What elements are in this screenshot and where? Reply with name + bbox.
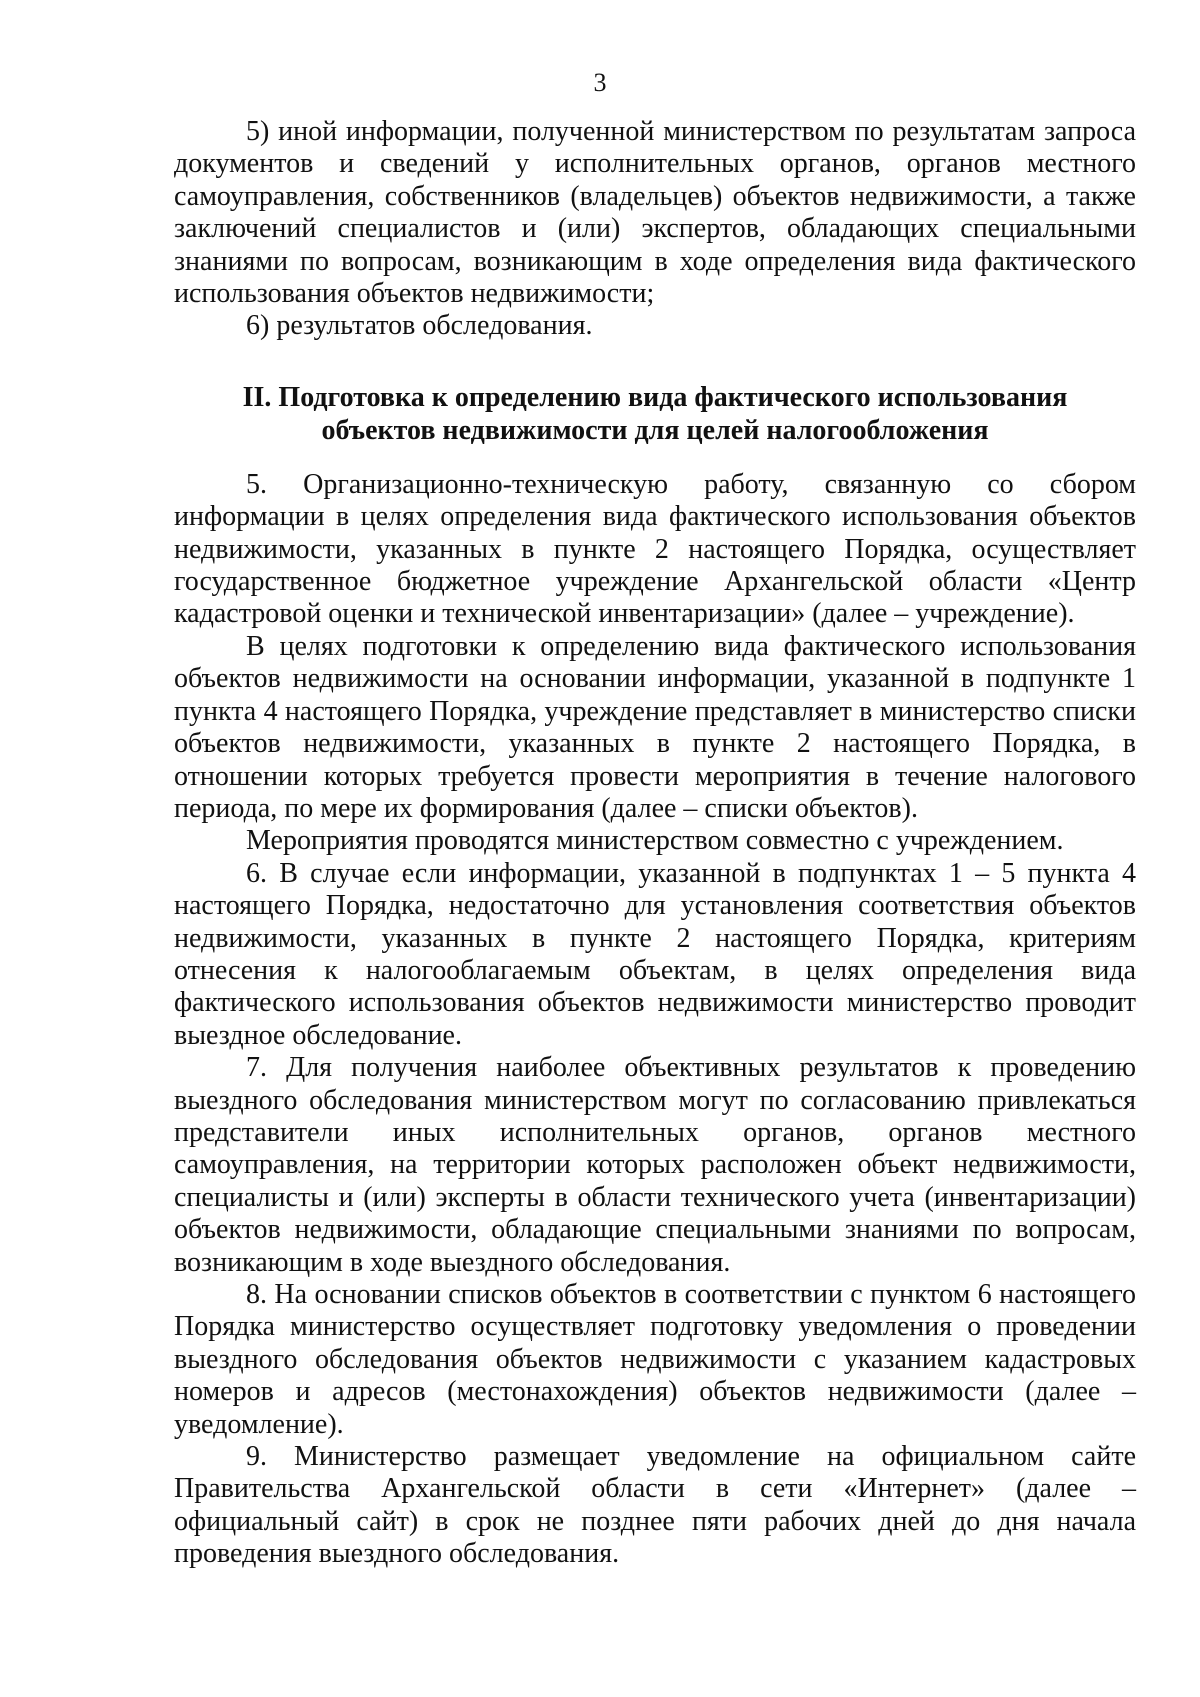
paragraph-item-5: 5) иной информации, полученной министерством по результатам запроса документов и сведений у исполнительных органов, органов местного самоуправления, собственников (владельцев) объектов недвижимости, а также заключений специалистов и (или) экспертов, обладающих специальными знаниями по вопросам, возникающим в ходе определения вида фактического использования объектов недвижимости; bbox=[174, 116, 1136, 310]
section-heading-line-2: объектов недвижимости для целей налогообложения bbox=[321, 414, 989, 446]
paragraph-clause-9: 9. Министерство размещает уведомление на официальном сайте Правительства Архангельской области в сети «Интернет» (далее – официальный сайт) в срок не позднее пяти рабочих дней до дня начала проведения выездного обследования. bbox=[174, 1441, 1136, 1570]
paragraph-item-6: 6) результатов обследования. bbox=[246, 310, 593, 342]
document-body bbox=[174, 116, 1136, 1571]
paragraph-clause-5: 5. Организационно-техническую работу, связанную со сбором информации в целях определения вида фактического использования объектов недвижимости, указанных в пункте 2 настоящего Порядка, осуществляет государственное бюджетное учреждение Архангельской области «Центр кадастровой оценки и технической инвентаризации» (далее – учреждение). bbox=[174, 468, 1136, 630]
section-heading bbox=[174, 381, 1136, 447]
paragraph-clause-5-preparation: В целях подготовки к определению вида фактического использования объектов недвижимости на основании информации, указанной в подпункте 1 пункта 4 настоящего Порядка, учреждение представляет в министерство списки объектов недвижимости, указанных в пункте 2 настоящего Порядка, в отношении которых требуется провести мероприятия в течение налогового периода, по мере их формирования (далее – списки объектов). bbox=[174, 630, 1136, 824]
paragraph-clause-7: 7. Для получения наиболее объективных результатов к проведению выездного обследования министерством могут по согласованию привлекаться представители иных исполнительных органов, органов местного самоуправления, на территории которых расположен объект недвижимости, специалисты и (или) эксперты в области технического учета (инвентаризации) объектов недвижимости, обладающие специальными знаниями по вопросам, возникающим в ходе выездного обследования. bbox=[174, 1052, 1136, 1278]
section-heading-line-1: II. Подготовка к определению вида фактического использования bbox=[242, 381, 1068, 413]
page-number: 3 bbox=[593, 68, 607, 97]
paragraph-clause-6: 6. В случае если информации, указанной в подпунктах 1 – 5 пункта 4 настоящего Порядка, недостаточно для установления соответствия объектов недвижимости, указанных в пункте 2 настоящего Порядка, критериям отнесения к налогооблагаемым объектам, в целях определения вида фактического использования объектов недвижимости министерство проводит выездное обследование. bbox=[174, 857, 1136, 1051]
paragraph-clause-8: 8. На основании списков объектов в соответствии с пунктом 6 настоящего Порядка министерство осуществляет подготовку уведомления о проведении выездного обследования объектов недвижимости с указанием кадастровых номеров и адресов (местонахождения) объектов недвижимости (далее – уведомление). bbox=[174, 1279, 1136, 1440]
paragraph-clause-5-joint: Мероприятия проводятся министерством совместно с учреждением. bbox=[246, 825, 1064, 857]
